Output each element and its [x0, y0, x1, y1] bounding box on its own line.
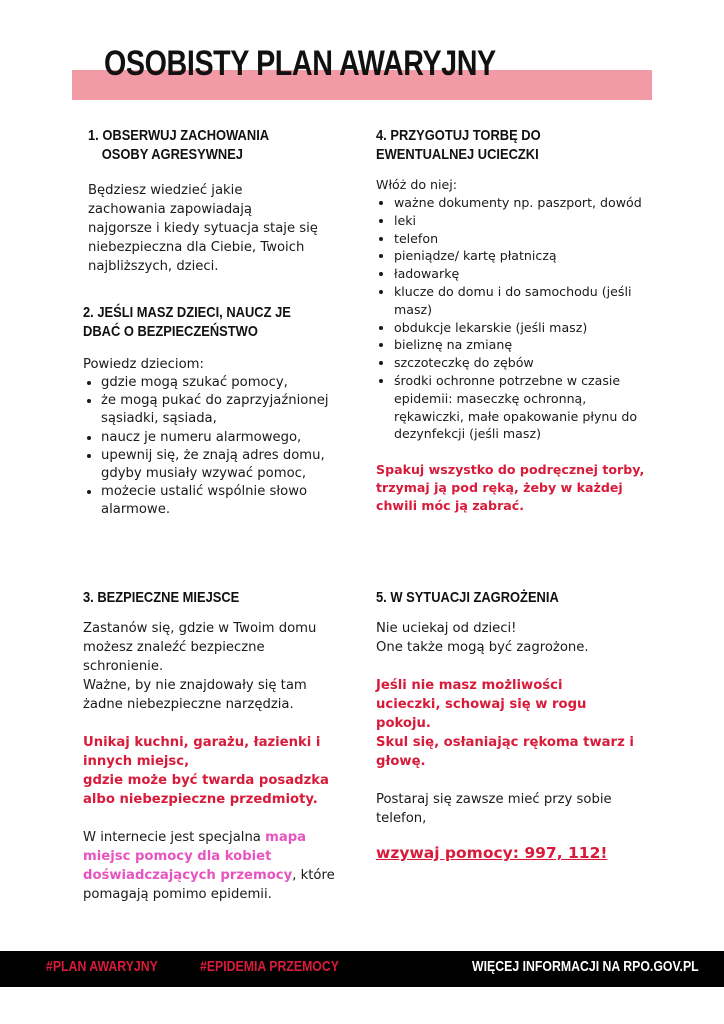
section-safe-place [83, 588, 353, 904]
section-1-heading-line2: OSOBY AGRESYWNEJ [101, 146, 243, 163]
footer-hashtag-plan[interactable]: #PLAN AWARYJNY [46, 958, 158, 975]
section-danger [376, 588, 656, 862]
section-4-heading-line1: 4. PRZYGOTUJ TORBĘ DO [376, 127, 541, 144]
list-item: • upewnij się, że znają adres domu, gdyby musiały wzywać pomoc, [101, 447, 339, 483]
section-5-warning-2: Skul się, osłaniając rękoma twarz i głowę. [376, 735, 634, 769]
list-item: • leki [394, 212, 650, 230]
section-2-intro: Powiedz dzieciom: [83, 357, 204, 372]
section-3-map-pre: W internecie jest specjalna [83, 830, 261, 845]
section-4-intro: Włóż do niej: [376, 177, 458, 192]
section-2-list [83, 374, 339, 520]
page-title: OSOBISTY PLAN AWARYJNY [104, 44, 496, 83]
section-3-warning-1: Unikaj kuchni, garażu, łazienki i innych miejsc, [83, 735, 321, 769]
section-3-map-paragraph [83, 828, 353, 904]
section-observe [88, 126, 348, 276]
list-item: • pieniądze/ kartę płatniczą [394, 247, 650, 265]
list-item: • telefon [394, 230, 650, 248]
section-5-warning-1: Jeśli nie masz możliwości ucieczki, schowaj się w rogu pokoju. [376, 678, 587, 731]
section-3-heading: 3. BEZPIECZNE MIEJSCE [83, 589, 240, 606]
section-4-heading-line2: EWENTUALNEJ UCIECZKI [376, 146, 539, 163]
list-item: • ważne dokumenty np. paszport, dowód [394, 194, 650, 212]
list-item: • środki ochronne potrzebne w czasie epidemii: maseczkę ochronną, rękawiczki, małe opakowanie płynu do dezynfekcji (jeśli masz) [394, 372, 650, 443]
list-item: • obdukcje lekarskie (jeśli masz) [394, 319, 650, 337]
emergency-numbers-callout: wzywaj pomocy: 997, 112! [376, 844, 608, 862]
section-2-heading-line2: DBAĆ O BEZPIECZEŃSTWO [83, 323, 258, 340]
section-4-warning: Spakuj wszystko do podręcznej torby, trzymaj ją pod ręką, żeby w każdej chwili móc ją zabrać. [376, 462, 645, 514]
section-5-p3: Postaraj się zawsze mieć przy sobie telefon, [376, 792, 612, 826]
section-3-p1: Zastanów się, gdzie w Twoim domu możesz znaleźć bezpieczne schronienie. [83, 621, 317, 674]
list-item: • naucz je numeru alarmowego, [101, 429, 339, 447]
section-5-heading: 5. W SYTUACJI ZAGROŻENIA [376, 589, 559, 606]
section-5-p1: Nie uciekaj od dzieci! [376, 621, 517, 636]
list-item: • możecie ustalić wspólnie słowo alarmowe. [101, 483, 339, 519]
footer-info-link[interactable]: WIĘCEJ INFORMACJI NA RPO.GOV.PL [472, 958, 699, 975]
list-item: • bieliznę na zmianę [394, 336, 650, 354]
list-item: • gdzie mogą szukać pomocy, [101, 374, 339, 392]
section-3-warning-2: gdzie może być twarda posadzka albo niebezpieczne przedmioty. [83, 773, 329, 807]
section-2-heading-line1: 2. JEŚLI MASZ DZIECI, NAUCZ JE [83, 304, 291, 321]
section-3-p2: Ważne, by nie znajdowały się tam żadne niebezpieczne narzędzia. [83, 678, 307, 712]
section-1-body: Będziesz wiedzieć jakie zachowania zapowiadają najgorsze i kiedy sytuacja staje się niebezpieczna dla Ciebie, Twoich najbliższych, dzieci. [88, 183, 318, 274]
footer-hashtag-epidemic[interactable]: #EPIDEMIA PRZEMOCY [200, 958, 339, 975]
list-item: • szczoteczkę do zębów [394, 354, 650, 372]
help-map-link[interactable]: mapa miejsc pomocy dla kobiet doświadczających przemocy [83, 830, 307, 883]
section-4-list [376, 194, 650, 443]
section-1-heading-line1: 1. OBSERWUJ ZACHOWANIA [88, 127, 270, 144]
section-5-p2: One także mogą być zagrożone. [376, 640, 589, 655]
section-bag [376, 126, 656, 515]
list-item: • klucze do domu i do samochodu (jeśli masz) [394, 283, 650, 319]
section-children [83, 303, 351, 520]
list-item: • że mogą pukać do zaprzyjaźnionej sąsiadki, sąsiada, [101, 392, 339, 428]
section-3-map-post: , które pomagają pomimo epidemii. [83, 868, 335, 902]
list-item: • ładowarkę [394, 265, 650, 283]
